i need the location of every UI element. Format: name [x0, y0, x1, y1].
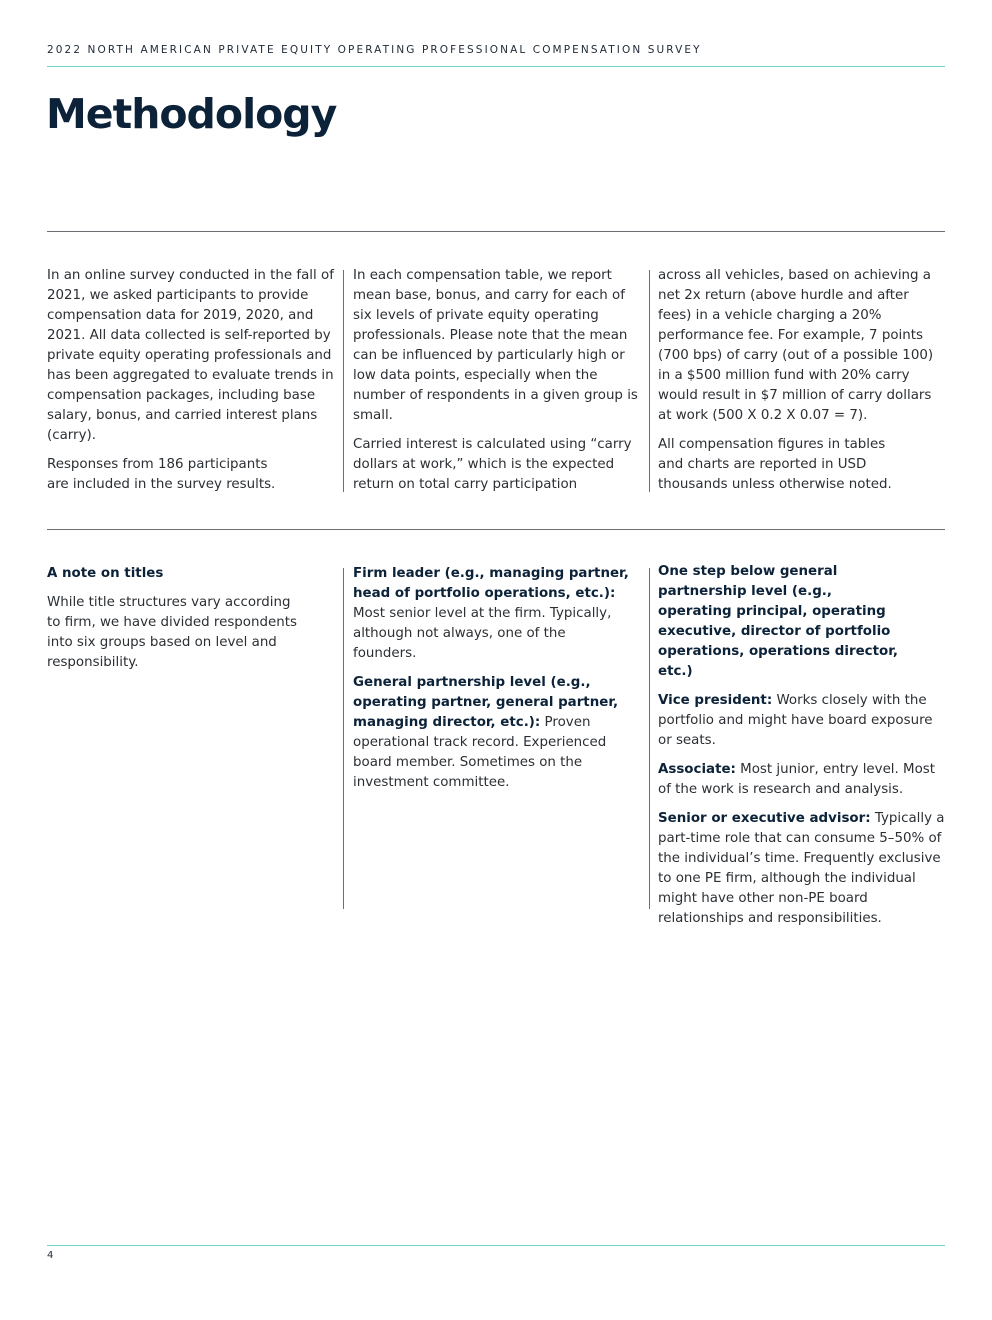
methodology-col-3 [658, 266, 946, 495]
title-definition-general-partnership [353, 673, 631, 793]
report-header-kicker: 2022 NORTH AMERICAN PRIVATE EQUITY OPERATING PROFESSIONAL COMPENSATION SURVEY [47, 44, 702, 56]
title-term: One step below general partnership level (e.g., operating principal, operating executive, director of portfolio operations, operations director, etc.) [658, 564, 898, 679]
titles-col-2 [353, 564, 631, 793]
title-description: Typically a part-time role that can consume 5–50% of the individual’s time. Frequently exclusive to one PE firm, although the individual might have other non-PE board relationships and responsibilities. [658, 811, 945, 926]
title-definition-senior-advisor [658, 809, 946, 929]
title-description: Most junior, entry level. Most of the work is research and analysis. [658, 762, 936, 797]
header-rule [47, 66, 945, 67]
titles-intro-column [47, 564, 302, 673]
title-definition-associate [658, 760, 946, 800]
paragraph: In an online survey conducted in the fall of 2021, we asked participants to provide compensation data for 2019, 2020, and 2021. All data collected is self-reported by private equity operating professionals and has been aggregated to evaluate trends in compensation packages, including base salary, bonus, and carried interest plans (carry). [47, 268, 334, 443]
title-term: Vice president: [658, 693, 773, 708]
page-title: Methodology [46, 90, 337, 138]
paragraph: All compensation figures in tables and charts are reported in USD thousands unless otherwise noted. [658, 437, 892, 492]
page-number: 4 [47, 1250, 54, 1261]
paragraph: Carried interest is calculated using “carry dollars at work,” which is the expected return on total carry participation [353, 437, 632, 492]
methodology-col-2 [353, 266, 643, 495]
paragraph: Responses from 186 participants are included in the survey results. [47, 457, 276, 492]
title-term: Firm leader (e.g., managing partner, head of portfolio operations, etc.): [353, 566, 629, 601]
column-divider [649, 568, 650, 909]
paragraph: In each compensation table, we report mean base, bonus, and carry for each of six levels of private equity operating professionals. Please note that the mean can be influenced by particularly high or low data points, especially when the number of respondents in a given group is small. [353, 268, 638, 423]
title-definition-vice-president [658, 691, 946, 751]
title-description: Works closely with the portfolio and might have board exposure or seats. [658, 693, 933, 748]
section-divider-middle [47, 529, 945, 530]
section-divider-top [47, 231, 945, 232]
section-heading: A note on titles [47, 566, 164, 581]
title-definition-one-step-below [658, 562, 908, 682]
title-term: Senior or executive advisor: [658, 811, 871, 826]
paragraph: While title structures vary according to firm, we have divided respondents into six groups based on level and responsibility. [47, 595, 297, 670]
column-divider [649, 270, 650, 492]
title-term: Associate: [658, 762, 736, 777]
paragraph: across all vehicles, based on achieving a net 2x return (above hurdle and after fees) in a vehicle charging a 20% performance fee. For example, 7 points (700 bps) of carry (out of a possible 100) in a $500 million fund with 20% carry would result in $7 million of carry dollars at work (500 X 0.2 X 0.07 = 7). [658, 268, 934, 423]
title-term: General partnership level (e.g., operating partner, general partner, managing director, etc.): [353, 675, 619, 730]
methodology-col-1 [47, 266, 337, 495]
title-definition-firm-leader [353, 564, 631, 664]
column-divider [343, 270, 344, 492]
title-description: Proven operational track record. Experienced board member. Sometimes on the investment committee. [353, 715, 607, 790]
footer-rule [47, 1245, 945, 1246]
titles-col-3 [658, 562, 946, 929]
column-divider [343, 568, 344, 909]
title-description: Most senior level at the firm. Typically, although not always, one of the founders. [353, 606, 612, 661]
